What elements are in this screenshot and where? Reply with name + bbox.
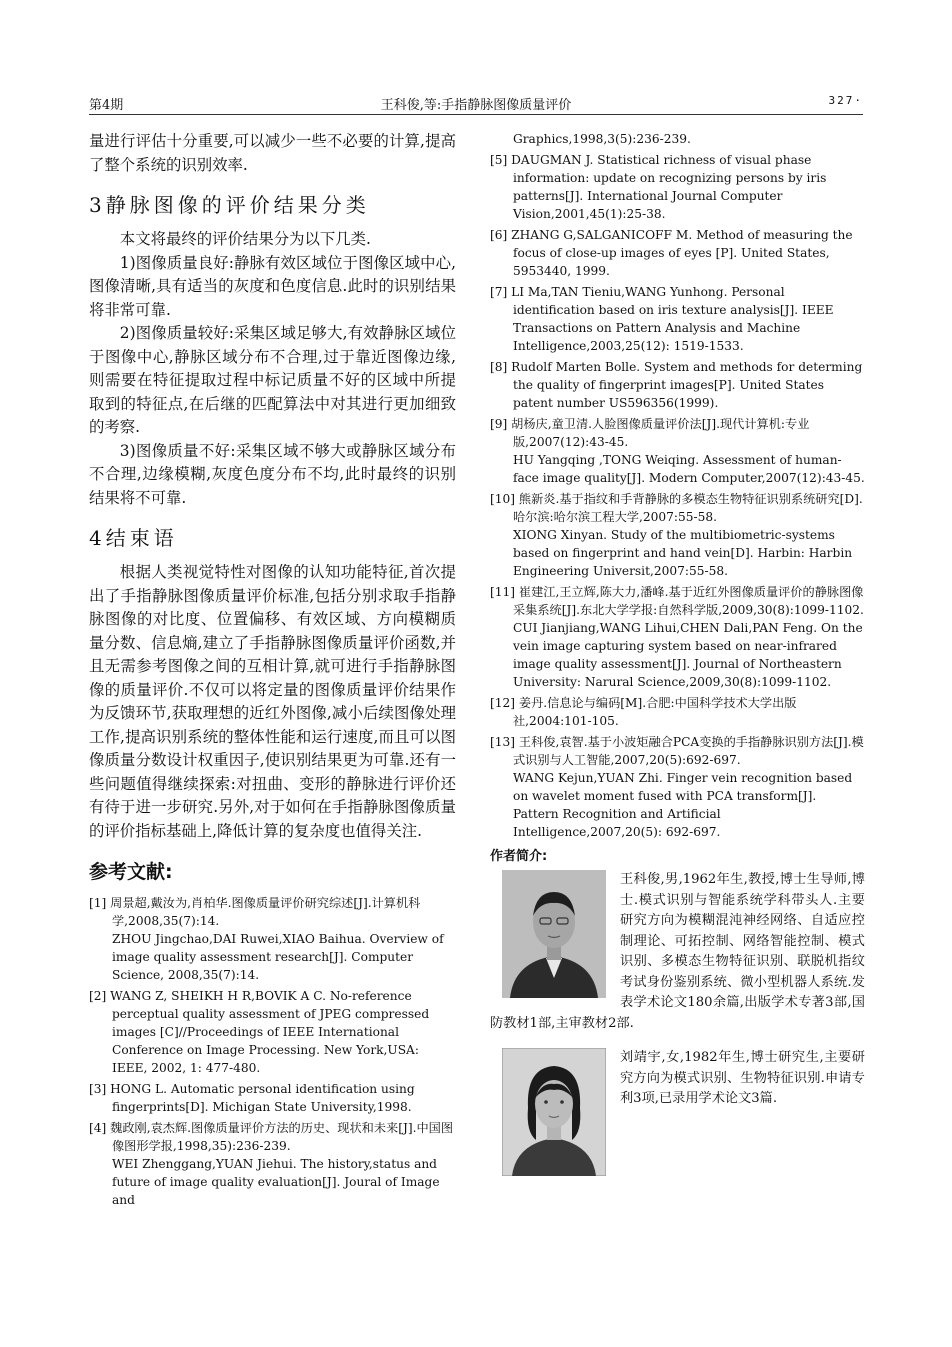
reference-zh: [1] 周景超,戴汝为,肖柏华.图像质量评价研究综述[J].计算机科学,2008,35(7):14. (89, 896, 421, 928)
running-title: 王科俊,等:手指静脉图像质量评价 (380, 98, 572, 113)
reference-zh: [9] 胡杨庆,童卫清.人脸图像质量评价法[J].现代计算机:专业版,2007(12):43-45. (490, 417, 810, 449)
author-photo (502, 870, 606, 998)
page-header (89, 92, 863, 115)
references-title: 参考文献: (89, 861, 173, 883)
section-3-paragraph: 2)图像质量较好:采集区域足够大,有效静脉区域位于图像中心,静脉区域分布不合理,过于靠近图像边缘,则需要在特征提取过程中标记质量不好的区域中所提取到的特征点,在后继的匹配算法中对其进行更加细致的考察. (89, 324, 456, 436)
section-4-title: 4结束语 (89, 526, 178, 550)
reference-en: [2] WANG Z, SHEIKH H R,BOVIK A C. No-reference perceptual quality assessment of JPEG compressed images [C]//Proceedings of IEEE International Conference on Image Processing. New York,USA: IEEE, 2002, 1: 477-480. (89, 989, 430, 1075)
author-intro-title: 作者简介: (490, 849, 548, 864)
reference-item (490, 151, 865, 223)
reference-en: HU Yangqing ,TONG Weiqing. Assessment of human-face image quality[J]. Modern Computer,2007(12):43-45. (513, 453, 865, 485)
reference-item (490, 490, 865, 580)
section-3-paragraph: 本文将最终的评价结果分为以下几类. (119, 230, 371, 248)
reference-en: [7] LI Ma,TAN Tieniu,WANG Yunhong. Personal identification based on iris texture analysis[J]. IEEE Transactions on Pattern Analysis and Machine Intelligence,2003,25(12): 1519-1533. (490, 285, 834, 353)
left-column (89, 130, 456, 1212)
reference-zh: [4] 魏政刚,袁杰辉.图像质量评价方法的历史、现状和未来[J].中国图像图形学报,1998,35):236-239. (89, 1121, 454, 1153)
reference-zh: [10] 熊新炎.基于指纹和手背静脉的多模态生物特征识别系统研究[D].哈尔滨:哈尔滨工程大学,2007:55-58. (490, 492, 863, 524)
reference-item (89, 1119, 456, 1209)
reference-item (490, 226, 865, 280)
reference-item (89, 1080, 456, 1116)
reference-item (490, 415, 865, 487)
author-bio (490, 870, 865, 1034)
section-3-paragraph: 3)图像质量不好:采集区域不够大或静脉区域分布不合理,边缘模糊,灰度色度分布不均,此时最终的识别结果将不可靠. (89, 441, 456, 507)
reference-item (490, 583, 865, 691)
reference-en: WEI Zhenggang,YUAN Jiehui. The history,status and future of image quality evaluation[J]. Joural of Image and (112, 1157, 440, 1207)
reference-zh: [11] 崔建江,王立辉,陈大力,潘峰.基于近红外图像质量评价的静脉图像采集系统[J].东北大学学报:自然科学版,2009,30(8):1099-1102. (490, 585, 864, 617)
author-bio-text: 刘靖宇,女,1982年生,博士研究生,主要研究方向为模式识别、生物特征识别.申请专利3项,已录用学术论文3篇. (620, 1050, 865, 1106)
section-3-paragraph: 1)图像质量良好:静脉有效区域位于图像区域中心,图像清晰,具有适当的灰度和色度信息.此时的识别结果将非常可靠. (89, 253, 456, 319)
reference-item (490, 733, 865, 841)
reference-en: Graphics,1998,3(5):236-239. (513, 132, 691, 146)
right-column (490, 130, 865, 1180)
author-bio (490, 1048, 865, 1110)
reference-zh: [13] 王科俊,袁智.基于小波矩融合PCA变换的手指静脉识别方法[J].模式识别与人工智能,2007,20(5):692-697. (490, 735, 864, 767)
reference-en: [3] HONG L. Automatic personal identification using fingerprints[D]. Michigan State University,1998. (89, 1082, 415, 1114)
page-number: 327· (828, 94, 863, 107)
reference-en: [5] DAUGMAN J. Statistical richness of visual phase information: update on recognizing persons by iris patterns[J]. International Journal Computer Vision,2001,45(1):25-38. (490, 153, 827, 221)
reference-item (89, 987, 456, 1077)
reference-item (490, 694, 865, 730)
reference-en: [6] ZHANG G,SALGANICOFF M. Method of measuring the focus of close-up images of eyes [P]. United States, 5953440, 1999. (490, 228, 853, 278)
reference-en: ZHOU Jingchao,DAI Ruwei,XIAO Baihua. Overview of image quality assessment research[J]. Computer Science, 2008,35(7):14. (112, 932, 444, 982)
reference-continuation (490, 130, 865, 148)
reference-item (490, 358, 865, 412)
reference-item (490, 283, 865, 355)
issue-number: 第4期 (89, 98, 124, 113)
intro-paragraph: 量进行评估十分重要,可以减少一些不必要的计算,提高了整个系统的识别效率. (89, 132, 456, 174)
reference-en: [8] Rudolf Marten Bolle. System and methods for determing the quality of fingerprint images[P]. United States patent number US596356(1999). (490, 360, 863, 410)
author-photo (502, 1048, 606, 1176)
conclusion-paragraph: 根据人类视觉特性对图像的认知功能特征,首次提出了手指静脉图像质量评价标准,包括分别求取手指静脉图像的对比度、位置偏移、有效区域、方向模糊质量分数、信息熵,建立了手指静脉图像质量评价函数,并且无需参考图像之间的互相计算,就可进行手指静脉图像的质量评价.不仅可以将定量的图像质量评价结果作为反馈环节,获取理想的近红外图像,减小后续图像处理工作,提高识别系统的整体性能和运行速度,而且可以图像质量分数设计权重因子,使识别结果更为可靠.还有一些问题值得继续探索:对扭曲、变形的静脉进行评价还有待于进一步研究.另外,对于如何在手指静脉图像质量的评价指标基础上,降低计算的复杂度也值得关注. (89, 563, 456, 840)
reference-en: WANG Kejun,YUAN Zhi. Finger vein recognition based on wavelet moment fused with PCA transform[J]. Pattern Recognition and Artificial Intelligence,2007,20(5): 692-697. (513, 771, 853, 839)
reference-en: XIONG Xinyan. Study of the multibiometric-systems based on fingerprint and hand vein[D]. Harbin: Harbin Engineering Universit,2007:55-58. (513, 528, 853, 578)
author-bio-text: 王科俊,男,1962年生,教授,博士生导师,博士.模式识别与智能系统学科带头人.主要研究方向为模糊混沌神经网络、自适应控制理论、可拓控制、网络智能控制、模式识别、多模态生物特征识别、联脱机指纹考试身份鉴别系统、微小型机器人系统.发表学术论文180余篇,出版学术专著3部,国防教材1部,主审教材2部. (490, 872, 865, 1031)
section-3-title: 3静脉图像的评价结果分类 (89, 193, 370, 217)
reference-en: CUI Jianjiang,WANG Lihui,CHEN Dali,PAN Feng. On the vein image capturing system based on near-infrared image quality assessment[J]. Journal of Northeastern University: Narural Science,2009,30(8):1099-1102. (513, 621, 863, 689)
reference-zh: [12] 姜丹.信息论与编码[M].合肥:中国科学技术大学出版社,2004:101-105. (490, 696, 797, 728)
reference-item (89, 894, 456, 984)
